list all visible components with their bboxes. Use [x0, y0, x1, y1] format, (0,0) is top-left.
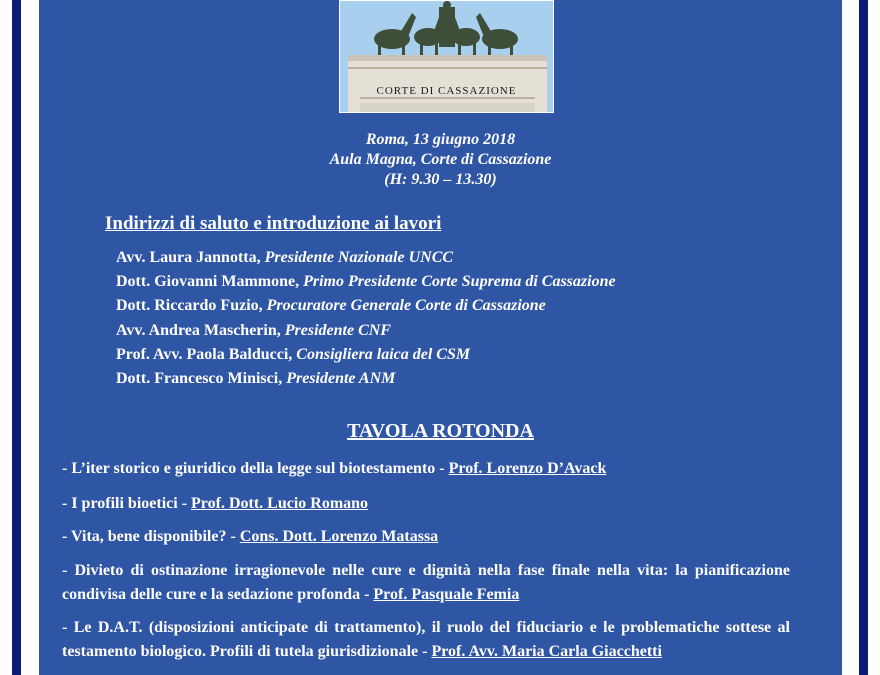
speaker-role: Consigliera laica del CSM	[296, 346, 471, 363]
talk-topic: - Vita, bene disponibile? -	[62, 528, 240, 545]
talk-topic: - Le D.A.T. (disposizioni anticipate di trattamento), il ruolo del fiduciario e le problematiche sottese al testamento biologico. Profili di tutela giurisdizionale -	[62, 619, 790, 660]
page-border-left-inner	[23, 0, 34, 675]
speaker-item: Avv. Laura Jannotta, Presidente Nazionale UNCC	[116, 249, 454, 266]
speaker-name: Dott. Riccardo Fuzio	[116, 297, 259, 314]
talk-topic: - I profili bioetici -	[62, 495, 192, 512]
greetings-heading: Indirizzi di saluto e introduzione ai lavori	[105, 213, 442, 234]
speaker-name: Prof. Avv. Paola Balducci	[116, 346, 289, 363]
speaker-item: Dott. Francesco Minisci, Presidente ANM	[116, 370, 396, 387]
speaker-role: Presidente ANM	[286, 370, 396, 387]
photo-caption: CORTE DI CASSAZIONE	[376, 85, 517, 97]
speaker-name: Avv. Laura Jannotta	[116, 249, 257, 266]
speaker-role: Procuratore Generale Corte di Cassazione	[266, 297, 546, 314]
speaker-name: Avv. Andrea Mascherin	[116, 322, 277, 339]
speaker-item: Prof. Avv. Paola Balducci, Consigliera laica del CSM	[116, 346, 471, 363]
talk-topic: - L’iter storico e giuridico della legge sul biotestamento -	[62, 460, 449, 477]
speaker-role: Presidente Nazionale UNCC	[264, 249, 454, 266]
talk-presenter: Prof. Pasquale Femia	[373, 586, 520, 603]
speaker-role: Presidente CNF	[284, 322, 391, 339]
talk-presenter: Prof. Avv. Maria Carla Giacchetti	[431, 643, 662, 660]
page-border-right-outer	[870, 0, 880, 675]
speaker-item: Avv. Andrea Mascherin, Presidente CNF	[116, 322, 391, 339]
page-border-right-inner	[846, 0, 857, 675]
event-venue: Aula Magna, Corte di Cassazione	[329, 151, 552, 168]
talk-topic: - Divieto di ostinazione irragionevole nelle cure e dignità nella fase finale nella vita: la pianificazione condivisa delle cure e la sedazione profonda -	[62, 562, 790, 603]
talk-item	[62, 525, 790, 549]
talk-item	[62, 616, 790, 664]
page-border-right-stripe	[859, 0, 868, 675]
flyer-panel	[39, 0, 842, 675]
speaker-item: Dott. Giovanni Mammone, Primo Presidente Corte Suprema di Cassazione	[116, 273, 616, 290]
page-border-left-outer	[0, 0, 10, 675]
event-time: (H: 9.30 – 13.30)	[384, 171, 497, 188]
court-building-photo	[339, 0, 554, 113]
talk-presenter: Prof. Lorenzo D’Avack	[448, 460, 607, 477]
round-table-heading: TAVOLA ROTONDA	[347, 420, 534, 442]
talk-presenter: Prof. Dott. Lucio Romano	[191, 495, 369, 512]
talk-presenter: Cons. Dott. Lorenzo Matassa	[239, 528, 439, 545]
speaker-role: Primo Presidente Corte Suprema di Cassazione	[303, 273, 616, 290]
speaker-name: Dott. Francesco Minisci	[116, 370, 279, 387]
speaker-item: Dott. Riccardo Fuzio, Procuratore Generale Corte di Cassazione	[116, 297, 546, 314]
page-border-left-stripe	[12, 0, 21, 675]
speaker-name: Dott. Giovanni Mammone	[116, 273, 296, 290]
event-date: Roma, 13 giugno 2018	[365, 131, 516, 148]
talk-item	[62, 492, 790, 516]
talk-item	[62, 559, 790, 607]
talk-item	[62, 457, 790, 481]
